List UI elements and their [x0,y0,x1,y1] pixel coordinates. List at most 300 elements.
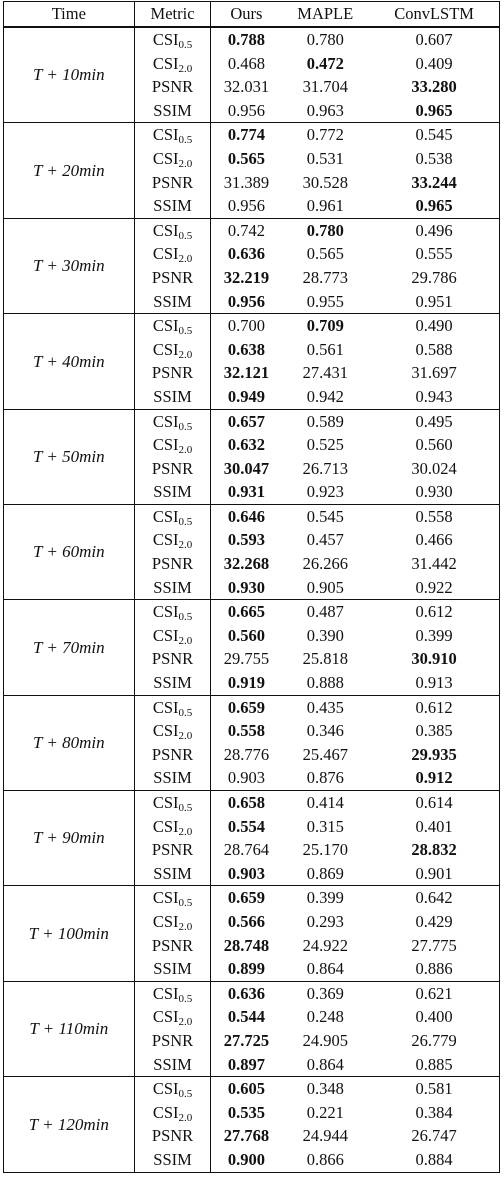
convlstm-value: 0.885 [369,1053,499,1077]
metric-name: CSI [152,793,179,812]
maple-value: 0.348 [306,1079,344,1099]
metric-threshold: 2.0 [178,920,193,933]
header-row [4,2,500,28]
convlstm-value: 33.244 [369,171,499,195]
metric-cell [134,314,211,338]
table-row [4,218,500,242]
ours-value: 0.657 [227,411,265,431]
time-group [4,409,500,504]
metric-name: SSIM [153,482,192,502]
metric-name: PSNR [151,458,194,478]
time-cell: T + 110min [4,981,135,1076]
ours-value: 0.560 [227,625,265,645]
metric-threshold: 2.0 [178,1111,193,1124]
maple-value: 0.435 [306,697,344,717]
table-row [4,695,500,719]
convlstm-value: 0.965 [369,194,499,218]
ours-value: 0.535 [227,1102,265,1122]
maple-value: 0.315 [306,816,344,836]
convlstm-value: 29.786 [369,266,499,290]
metric-cell [134,27,211,52]
metric-name: CSI [152,53,179,73]
maple-value: 0.561 [306,339,344,359]
metric-threshold: 0.5 [178,802,193,814]
ours-value: 0.646 [227,506,265,526]
metric-cell [134,815,211,839]
metric-name: SSIM [153,1054,192,1074]
ours-value: 29.755 [223,649,270,669]
metric-name: CSI [152,1102,179,1122]
ours-value: 0.544 [227,1007,265,1027]
metric-cell [134,409,211,433]
ours-value: 27.725 [223,1030,270,1050]
ours-value: 0.919 [227,673,265,693]
convlstm-value: 30.024 [369,457,499,481]
maple-value: 0.487 [306,602,344,622]
ours-value: 0.931 [227,482,265,502]
convlstm-value: 0.538 [369,147,499,171]
metric-threshold: 2.0 [178,634,193,647]
convlstm-value: 0.588 [369,338,499,362]
time-cell: T + 50min [4,409,135,504]
convlstm-value: 29.935 [369,743,499,767]
maple-value: 24.905 [302,1030,348,1050]
metric-name: PSNR [151,1030,194,1050]
ours-value: 32.219 [223,267,270,287]
ours-value: 0.558 [227,721,265,741]
convlstm-value: 26.747 [369,1124,499,1148]
metric-cell [134,1053,211,1077]
convlstm-value: 0.429 [369,910,499,934]
convlstm-value: 0.385 [369,719,499,743]
maple-value: 0.869 [306,863,344,883]
table-row [4,504,500,528]
metric-name: CSI [152,30,179,49]
ours-value: 0.742 [227,220,265,240]
metric-cell [134,338,211,362]
convlstm-value: 0.922 [369,576,499,600]
convlstm-value: 0.490 [369,314,499,338]
maple-value: 24.944 [302,1126,348,1146]
col-header-metric: Metric [134,2,211,28]
metric-threshold: 2.0 [178,253,193,266]
metric-name: CSI [152,816,179,836]
metric-name: CSI [152,316,179,336]
ours-value: 0.636 [227,983,265,1003]
metric-name: PSNR [151,77,194,97]
table-row [4,409,500,433]
maple-value: 0.780 [306,220,344,240]
metric-name: CSI [152,506,179,526]
convlstm-value: 0.612 [369,600,499,624]
metric-name: CSI [152,888,179,908]
time-group [4,791,500,886]
metric-cell [134,528,211,552]
convlstm-value: 27.775 [369,934,499,958]
metric-name: SSIM [153,768,192,788]
convlstm-value: 0.943 [369,385,499,409]
metric-threshold: 0.5 [178,134,193,147]
maple-value: 0.888 [306,673,344,693]
metric-name: SSIM [153,196,192,216]
metric-threshold: 2.0 [178,348,193,361]
convlstm-value: 0.913 [369,671,499,695]
ours-value: 0.659 [227,697,265,717]
metric-name: CSI [152,148,179,168]
metric-cell [134,695,211,719]
metric-name: CSI [152,339,179,359]
ours-value: 0.897 [227,1054,265,1074]
ours-value: 32.121 [223,363,270,383]
metric-cell [134,647,211,671]
ours-value: 30.047 [223,458,270,478]
metric-name: PSNR [151,649,194,669]
time-cell: T + 60min [4,504,135,599]
metric-name: CSI [152,530,179,550]
convlstm-value: 30.910 [369,647,499,671]
convlstm-value: 0.614 [369,791,499,815]
convlstm-value: 0.466 [369,528,499,552]
convlstm-value: 0.581 [369,1077,499,1101]
convlstm-value: 0.555 [369,242,499,266]
metric-cell [134,1148,211,1172]
metric-cell [134,433,211,457]
metric-name: CSI [152,625,179,645]
col-header-maple: MAPLE [297,4,354,23]
time-group [4,600,500,695]
convlstm-value: 0.495 [369,409,499,433]
time-group [4,314,500,409]
metric-cell [134,1029,211,1053]
maple-value: 0.472 [306,53,344,73]
maple-value: 27.431 [302,363,348,383]
convlstm-value: 0.951 [369,290,499,314]
ours-value: 0.956 [227,100,265,120]
metric-cell [134,1077,211,1101]
metric-name: CSI [152,1007,179,1027]
maple-value: 24.922 [302,935,348,955]
table-header [4,2,500,28]
ours-value: 0.930 [227,577,265,597]
metric-name: PSNR [151,935,194,955]
table-row [4,123,500,147]
ours-value: 0.638 [227,339,265,359]
convlstm-value: 0.930 [369,480,499,504]
time-group [4,504,500,599]
metric-name: SSIM [153,291,192,311]
maple-value: 0.780 [306,30,344,49]
ours-value: 32.031 [223,77,270,97]
time-group [4,1077,500,1172]
convlstm-value: 0.886 [369,957,499,981]
metric-name: CSI [152,721,179,741]
time-group [4,123,500,218]
ours-value: 0.658 [227,793,265,812]
metric-name: PSNR [151,267,194,287]
metric-cell [134,576,211,600]
metric-name: PSNR [151,840,194,860]
metric-cell [134,171,211,195]
metric-cell [134,671,211,695]
metric-cell [134,99,211,123]
metric-cell [134,934,211,958]
convlstm-value: 31.697 [369,361,499,385]
ours-value: 28.748 [223,935,270,955]
ours-value: 28.764 [223,840,270,860]
ours-value: 0.554 [227,816,265,836]
metric-name: SSIM [153,863,192,883]
ours-value: 0.949 [227,386,265,406]
convlstm-value: 0.545 [369,123,499,147]
ours-value: 0.788 [227,30,265,49]
maple-value: 0.864 [306,959,344,979]
metric-cell [134,75,211,99]
maple-value: 0.369 [306,983,344,1003]
time-group [4,27,500,123]
maple-value: 25.467 [302,744,348,764]
ours-value: 0.665 [227,602,265,622]
metric-threshold: 0.5 [178,515,193,528]
maple-value: 0.221 [306,1102,344,1122]
metric-threshold: 0.5 [178,1088,193,1101]
convlstm-value: 31.442 [369,552,499,576]
ours-value: 0.632 [227,435,265,455]
time-cell: T + 80min [4,695,135,790]
convlstm-value: 0.901 [369,862,499,886]
results-table [3,1,500,1173]
convlstm-value: 0.607 [369,27,499,52]
metric-name: SSIM [153,386,192,406]
maple-value: 0.525 [306,435,344,455]
convlstm-value: 0.965 [369,99,499,123]
metric-threshold: 0.5 [178,325,193,338]
time-cell: T + 120min [4,1077,135,1172]
metric-threshold: 2.0 [178,157,193,170]
convlstm-value: 0.399 [369,624,499,648]
maple-value: 26.266 [302,554,348,574]
maple-value: 0.709 [306,316,344,336]
convlstm-value: 0.384 [369,1101,499,1125]
metric-cell [134,290,211,314]
convlstm-value: 0.560 [369,433,499,457]
metric-name: CSI [152,911,179,931]
metric-name: SSIM [153,577,192,597]
metric-name: CSI [152,220,179,240]
metric-cell [134,504,211,528]
convlstm-value: 0.621 [369,981,499,1005]
maple-value: 0.589 [306,411,344,431]
maple-value: 0.531 [306,148,344,168]
table-row [4,886,500,910]
ours-value: 0.956 [227,196,265,216]
maple-value: 0.876 [306,768,344,788]
table-row [4,27,500,52]
ours-value: 0.468 [227,53,265,73]
ours-value: 0.659 [227,888,265,908]
time-group [4,886,500,981]
ours-value: 0.593 [227,530,265,550]
maple-value: 0.866 [306,1149,344,1169]
metric-cell [134,743,211,767]
ours-value: 0.899 [227,959,265,979]
metric-cell [134,1005,211,1029]
metric-name: PSNR [151,554,194,574]
ours-value: 32.268 [223,554,270,574]
metric-threshold: 2.0 [178,444,193,457]
metric-cell [134,194,211,218]
convlstm-value: 0.409 [369,52,499,76]
metric-cell [134,838,211,862]
metric-threshold: 0.5 [178,992,193,1005]
time-cell: T + 30min [4,218,135,313]
time-group [4,695,500,790]
maple-value: 28.773 [302,267,348,287]
metric-threshold: 2.0 [178,730,193,743]
metric-cell [134,791,211,815]
metric-threshold: 0.5 [178,611,193,624]
ours-value: 0.566 [227,911,265,931]
metric-cell [134,719,211,743]
ours-value: 0.605 [227,1079,265,1099]
col-header-ours: Ours [230,4,263,23]
metric-cell [134,218,211,242]
metric-name: SSIM [153,100,192,120]
metric-cell [134,52,211,76]
maple-value: 0.545 [306,506,344,526]
maple-value: 25.170 [302,840,348,860]
metric-threshold: 0.5 [178,420,193,433]
convlstm-value: 0.496 [369,218,499,242]
metric-name: SSIM [153,673,192,693]
metric-threshold: 2.0 [178,62,193,75]
convlstm-value: 0.642 [369,886,499,910]
convlstm-value: 0.401 [369,815,499,839]
convlstm-value: 0.558 [369,504,499,528]
ours-value: 0.956 [227,291,265,311]
maple-value: 0.293 [306,911,344,931]
metric-name: PSNR [151,744,194,764]
metric-threshold: 0.5 [178,897,193,910]
metric-name: PSNR [151,172,194,192]
ours-value: 0.636 [227,244,265,264]
convlstm-value: 0.912 [369,766,499,790]
metric-name: CSI [152,697,179,717]
metric-cell [134,1101,211,1125]
maple-value: 0.864 [306,1054,344,1074]
maple-value: 0.565 [306,244,344,264]
table-row [4,1077,500,1101]
maple-value: 0.955 [306,291,344,311]
time-group [4,218,500,313]
metric-cell [134,385,211,409]
metric-cell [134,266,211,290]
col-header-convlstm: ConvLSTM [369,2,499,28]
ours-value: 28.776 [223,744,270,764]
ours-value: 0.903 [227,768,265,788]
ours-value: 0.903 [227,863,265,883]
ours-value: 31.389 [223,172,270,192]
maple-value: 0.390 [306,625,344,645]
convlstm-value: 0.884 [369,1148,499,1172]
metric-name: PSNR [151,1126,194,1146]
metric-threshold: 2.0 [178,825,193,838]
metric-cell [134,242,211,266]
metric-name: CSI [152,602,179,622]
maple-value: 0.942 [306,386,344,406]
metric-cell [134,957,211,981]
convlstm-value: 0.400 [369,1005,499,1029]
maple-value: 0.961 [306,196,344,216]
maple-value: 0.963 [306,100,344,120]
convlstm-value: 0.612 [369,695,499,719]
metric-threshold: 0.5 [178,39,193,51]
metric-cell [134,910,211,934]
metric-cell [134,886,211,910]
time-cell: T + 100min [4,886,135,981]
ours-value: 0.774 [227,125,265,145]
metric-cell [134,147,211,171]
convlstm-value: 26.779 [369,1029,499,1053]
metric-cell [134,480,211,504]
metric-cell [134,981,211,1005]
metric-cell [134,862,211,886]
table-row [4,314,500,338]
col-header-time: Time [4,2,135,28]
maple-value: 0.399 [306,888,344,908]
time-group [4,981,500,1076]
metric-threshold: 0.5 [178,706,193,719]
metric-cell [134,123,211,147]
maple-value: 0.346 [306,721,344,741]
time-cell: T + 10min [4,27,135,123]
metric-cell [134,361,211,385]
metric-cell [134,1124,211,1148]
ours-value: 27.768 [223,1126,270,1146]
time-cell: T + 90min [4,791,135,886]
metric-name: CSI [152,435,179,455]
time-cell: T + 20min [4,123,135,218]
maple-value: 0.457 [306,530,344,550]
ours-value: 0.700 [227,316,265,336]
metric-cell [134,552,211,576]
metric-name: PSNR [151,363,194,383]
metric-name: CSI [152,411,179,431]
metric-name: CSI [152,1079,179,1099]
metric-name: CSI [152,125,179,145]
maple-value: 0.905 [306,577,344,597]
metric-threshold: 2.0 [178,1016,193,1029]
table-row [4,981,500,1005]
ours-value: 0.565 [227,148,265,168]
convlstm-value: 28.832 [369,838,499,862]
metric-cell [134,766,211,790]
maple-value: 25.818 [302,649,348,669]
metric-name: SSIM [153,959,192,979]
metric-name: SSIM [153,1149,192,1169]
maple-value: 30.528 [302,172,348,192]
metric-threshold: 0.5 [178,229,193,242]
maple-value: 0.772 [306,125,344,145]
maple-value: 26.713 [302,458,348,478]
time-cell: T + 40min [4,314,135,409]
maple-value: 0.414 [306,793,344,812]
maple-value: 0.248 [306,1007,344,1027]
metric-name: CSI [152,983,179,1003]
metric-name: CSI [152,244,179,264]
metric-cell [134,457,211,481]
metric-cell [134,600,211,624]
metric-cell [134,624,211,648]
